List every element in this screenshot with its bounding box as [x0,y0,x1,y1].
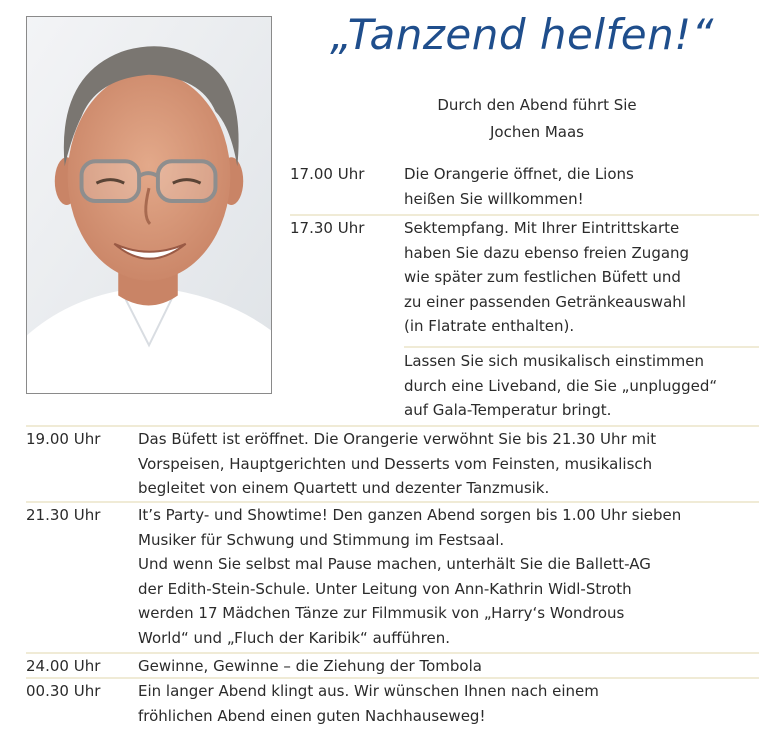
schedule-line: Ein langer Abend klingt aus. Wir wünschen Ihnen nach einem [138,682,599,700]
schedule-line: Lassen Sie sich musikalisch einstimmen [404,352,704,370]
schedule-line: Die Orangerie öffnet, die Lions [404,165,634,183]
schedule-text [404,349,717,423]
schedule-line: Musiker für Schwung und Stimmung im Festsaal. [138,530,505,549]
schedule-line: zu einer passenden Getränkeauswahl [404,292,686,311]
schedule-line: Und wenn Sie selbst mal Pause machen, unterhält Sie die Ballett-AG [138,555,651,573]
schedule-line: (in Flatrate enthalten). [404,317,575,335]
schedule-line: begleitet von einem Quartett und dezenter Tanzmusik. [138,479,550,497]
schedule-text [138,503,681,650]
schedule-line: Gewinne, Gewinne – die Ziehung der Tombola [138,657,482,675]
host-info [402,92,672,146]
schedule-line: der Edith-Stein-Schule. Unter Leitung von Ann-Kathrin Widl-Stroth [138,579,632,598]
schedule-line: Das Büfett ist eröffnet. Die Orangerie verwöhnt Sie bis 21.30 Uhr mit [138,430,657,448]
schedule-text [138,427,656,501]
schedule-line: It’s Party- und Showtime! Den ganzen Abend sorgen bis 1.00 Uhr sieben [138,506,682,524]
schedule-text [138,654,482,679]
schedule-time: 17.30 Uhr [290,219,365,237]
page-title: „Tanzend helfen!“ [330,10,714,59]
host-line: Durch den Abend führt Sie [437,96,637,114]
divider [404,346,759,348]
host-name: Jochen Maas [490,123,584,141]
schedule-line: fröhlichen Abend einen guten Nachhauseweg! [138,706,486,725]
schedule-time: 21.30 Uhr [26,506,101,524]
schedule-text [138,679,599,728]
schedule-time: 24.00 Uhr [26,657,101,675]
schedule-line: durch eine Liveband, die Sie „unplugged“ [404,376,718,395]
schedule-line: World“ und „Fluch der Karibik“ aufführen. [138,628,450,647]
schedule-line: wie später zum festlichen Büfett und [404,268,681,286]
schedule-text [404,216,689,339]
schedule-time: 19.00 Uhr [26,430,101,448]
schedule-line: heißen Sie willkommen! [404,189,584,208]
schedule-line: Vorspeisen, Hauptgerichten und Desserts vom Feinsten, musikalisch [138,454,653,473]
schedule-text [404,162,634,211]
schedule-line: auf Gala-Temperatur bringt. [404,401,612,419]
schedule-line: werden 17 Mädchen Tänze zur Filmmusik von „Harry‘s Wondrous [138,604,625,622]
schedule-line: haben Sie dazu ebenso freien Zugang [404,243,690,262]
schedule-line: Sektempfang. Mit Ihrer Eintrittskarte [404,219,680,237]
schedule-time: 17.00 Uhr [290,165,365,183]
portrait-illustration [27,17,271,393]
schedule-time: 00.30 Uhr [26,682,101,700]
portrait-photo [26,16,272,394]
